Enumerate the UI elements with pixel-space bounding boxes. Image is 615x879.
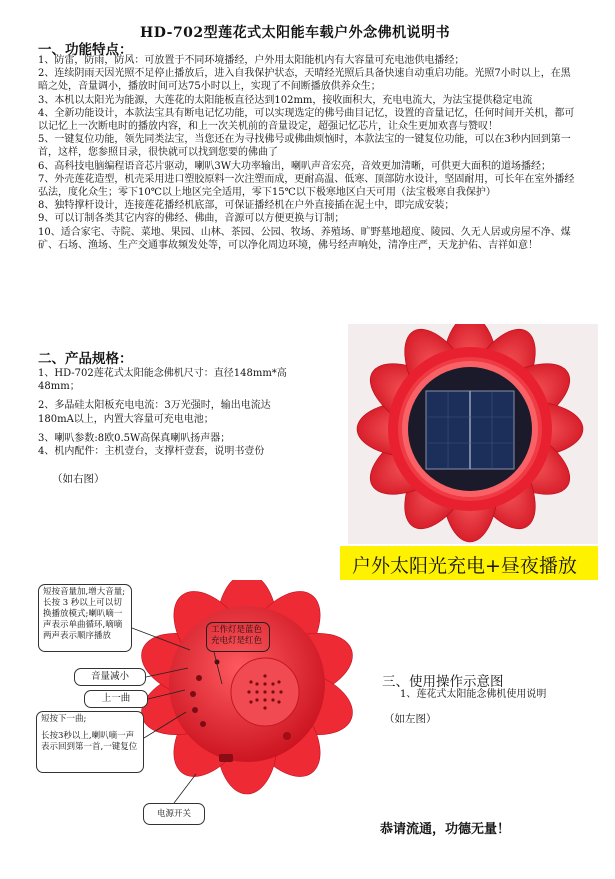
document-title: HD-702型莲花式太阳能车载户外念佛机说明书 [140,25,451,41]
lotus-underside-illustration [135,580,357,800]
solar-banner [340,546,598,580]
feature-item-2: 2、连续阴雨天因光照不足停止播放后，进入自我保护状态，天晴经光照后具备快速自动重启功能。光照7小时以上，在黑暗之处，音量调小，播放时间可达75小时以上，实现了不间断播放供养众生； [38,68,571,93]
callout-volume-down: 音量减小 [74,668,146,686]
specs-heading: 二、产品规格： [38,351,133,367]
power-switch [219,754,233,762]
callout-volume-up: 短按音量加,增大音量;长按 3 秒以上可以切换播放模式;喇叭嘀一声表示单曲循环,嘀嘀两声表示顺序播放 [38,584,132,652]
spec-item-3: 3、喇叭参数:8欧0.5W高保真喇叭扬声器； [38,432,231,444]
led-indicator [215,660,220,665]
callout-next-line1: 短按下一曲; [41,714,87,724]
solar-lotus-illustration [348,324,598,544]
spec-item-1: 1、HD-702莲花式太阳能念佛机尺寸：直径148mm*高48mm； [38,368,287,393]
callout-power-switch: 电源开关 [143,803,205,825]
usage-subheading: 1、莲花式太阳能念佛机使用说明 [400,689,547,700]
callout-next-line2: 长按3秒以上,喇叭嘀一声表示回到第一首,一键复位 [41,731,138,752]
feature-item-5: 5、一键复位功能，领先同类法宝，当您还在为寻找佛号或佛曲烦恼时，本款法宝的一键复位功能，可以在3秒内回到第一首，这样，您参照目录，很快就可以找到您要的佛曲了 [38,134,571,159]
feature-item-1: 1、防雷，防雨，防风：可放置于不同环境播经，户外用太阳能机内有大容量可充电池供电播经； [38,55,465,66]
usage-heading: 三、使用操作示意图 [382,674,504,690]
lotus-underside-photo [135,580,357,800]
next-button [200,721,206,727]
features-heading: 一、功能特点： [38,42,133,58]
specs-list [38,367,288,458]
vol-up-button [196,675,202,681]
banner-text: 户外太阳光充电+昼夜播放 [352,555,577,577]
solar-lotus-photo [348,324,598,544]
closing-blessing: 恭请流通，功德无量！ [380,822,511,837]
feature-item-9: 9、可以订制各类其它内容的佛经、佛曲，音源可以方便更换与订制； [38,213,345,225]
vol-down-button [190,691,196,697]
callout-next-track [36,711,144,773]
feature-item-10: 10、适合家宅、寺院、菜地、果园、山林、茶园、公园、牧场、养殖场、旷野墓地超度、陵园、久无人居或房屋不净、煤矿、石场、渔场、生产交通事故频发处等，可以净化周边环境，佛号经声响处，清净庄严，天龙护佑、吉祥如意！ [38,226,571,251]
feature-item-4: 4、全新功能设计，本款法宝具有断电记忆功能，可以实现选定的佛号曲目记忆，设置的音量记忆，任何时间开关机，都可以记忆上一次断电时的播放内容，和上一次关机前的音量设定，超强记忆芯片，让众生更加欢喜与赞叹！ [38,107,575,133]
features-list [38,54,580,252]
feature-item-3: 3、本机以太阳光为能源，大莲花的太阳能板直径达到102mm，接收面积大，充电电流大，为法宝提供稳定电流 [38,94,533,106]
solar-panel [426,391,514,469]
prev-button [192,707,198,713]
spec-item-2: 2、多晶硅太阳板充电电流：3万光强时，输出电流达180mA以上，内置大容量可充电电池； [38,400,271,425]
callout-previous-track: 上一曲 [84,690,148,708]
feature-item-6: 6、高科技电脑编程语音芯片驱动，喇叭3W大功率输出，喇叭声音宏亮，音效更加清晰，可供更大面积的道场播经； [38,160,552,172]
see-left-note: （如左图） [384,713,437,725]
feature-item-8: 8、独特撑杆设计，连接莲花播经机底部，可保证播经机在户外直接插在泥土中，即完成安装； [38,200,455,212]
callout-led-indicator: 工作灯是蓝色充电灯是红色 [206,622,270,652]
see-right-note: （如右图） [52,473,105,485]
feature-item-7: 7、外壳莲花造型，机壳采用进口塑胶原料一次注塑而成，更耐高温、低寒、顶部防水设计，坚固耐用，可长年在室外播经弘法，度化众生；零下10℃以上地区完全适用，零下15℃以下极寒地区白天可用（法宝极寒自我保护） [38,173,575,199]
spec-item-4: 4、机内配件：主机壹台，支撑杆壹套，说明书壹份 [38,446,265,458]
